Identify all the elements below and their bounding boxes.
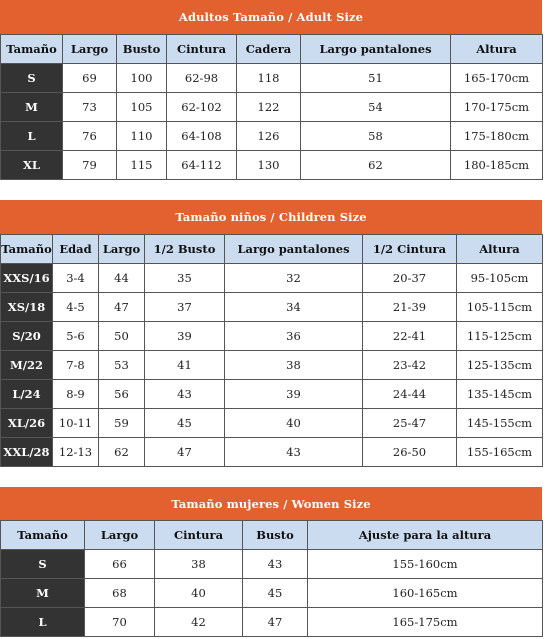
table-cell: 54 — [301, 93, 451, 122]
table-cell: 42 — [155, 608, 243, 637]
table-cell: 100 — [117, 64, 167, 93]
column-header: Busto — [117, 35, 167, 64]
column-header: Tamaño — [1, 235, 53, 264]
table-cell: 44 — [99, 264, 145, 293]
column-header: 1/2 Cintura — [363, 235, 457, 264]
table-row — [1, 550, 543, 579]
women-size-table — [0, 520, 543, 637]
table-cell: 69 — [63, 64, 117, 93]
table-cell: 40 — [225, 409, 363, 438]
table-cell: 115 — [117, 151, 167, 180]
column-header: Cadera — [237, 35, 301, 64]
size-cell: L — [1, 608, 85, 637]
table-cell: 32 — [225, 264, 363, 293]
column-header: Cintura — [155, 521, 243, 550]
table-cell: 38 — [225, 351, 363, 380]
table-cell: 115-125cm — [457, 322, 543, 351]
table-cell: 43 — [145, 380, 225, 409]
table-cell: 58 — [301, 122, 451, 151]
table-cell: 76 — [63, 122, 117, 151]
table-cell: 47 — [99, 293, 145, 322]
table-cell: 126 — [237, 122, 301, 151]
table-cell: 130 — [237, 151, 301, 180]
table-cell: 8-9 — [53, 380, 99, 409]
column-header: Largo — [85, 521, 155, 550]
column-header: Tamaño — [1, 35, 63, 64]
table-cell: 118 — [237, 64, 301, 93]
table-cell: 36 — [225, 322, 363, 351]
size-cell: M/22 — [1, 351, 53, 380]
column-header: Altura — [451, 35, 543, 64]
table-cell: 45 — [145, 409, 225, 438]
table-cell: 62-102 — [167, 93, 237, 122]
table-cell: 62 — [301, 151, 451, 180]
table-cell: 165-175cm — [308, 608, 543, 637]
size-cell: XL — [1, 151, 63, 180]
table-header-row — [1, 235, 543, 264]
table-cell: 160-165cm — [308, 579, 543, 608]
table-cell: 70 — [85, 608, 155, 637]
table-row — [1, 151, 543, 180]
column-header: Altura — [457, 235, 543, 264]
size-cell: S — [1, 550, 85, 579]
table-cell: 47 — [145, 438, 225, 467]
table-cell: 41 — [145, 351, 225, 380]
table-cell: 175-180cm — [451, 122, 543, 151]
size-cell: S — [1, 64, 63, 93]
table-row — [1, 293, 543, 322]
table-cell: 155-160cm — [308, 550, 543, 579]
column-header: 1/2 Busto — [145, 235, 225, 264]
column-header: Busto — [243, 521, 308, 550]
table-cell: 125-135cm — [457, 351, 543, 380]
table-cell: 12-13 — [53, 438, 99, 467]
table-row — [1, 579, 543, 608]
women-size-section — [0, 487, 542, 637]
size-cell: M — [1, 93, 63, 122]
table-cell: 47 — [243, 608, 308, 637]
table-cell: 64-112 — [167, 151, 237, 180]
column-header: Cintura — [167, 35, 237, 64]
table-cell: 145-155cm — [457, 409, 543, 438]
table-cell: 105-115cm — [457, 293, 543, 322]
size-cell: S/20 — [1, 322, 53, 351]
size-cell: XL/26 — [1, 409, 53, 438]
table-cell: 43 — [243, 550, 308, 579]
table-cell: 40 — [155, 579, 243, 608]
column-header: Largo pantalones — [301, 35, 451, 64]
table-cell: 95-105cm — [457, 264, 543, 293]
column-header: Ajuste para la altura — [308, 521, 543, 550]
table-cell: 56 — [99, 380, 145, 409]
table-row — [1, 122, 543, 151]
table-cell: 73 — [63, 93, 117, 122]
table-cell: 68 — [85, 579, 155, 608]
table-cell: 51 — [301, 64, 451, 93]
table-cell: 43 — [225, 438, 363, 467]
table-cell: 23-42 — [363, 351, 457, 380]
size-cell: XXL/28 — [1, 438, 53, 467]
table-cell: 122 — [237, 93, 301, 122]
table-cell: 10-11 — [53, 409, 99, 438]
column-header: Largo pantalones — [225, 235, 363, 264]
table-row — [1, 380, 543, 409]
table-row — [1, 322, 543, 351]
size-cell: XS/18 — [1, 293, 53, 322]
table-cell: 45 — [243, 579, 308, 608]
table-cell: 170-175cm — [451, 93, 543, 122]
table-cell: 64-108 — [167, 122, 237, 151]
table-cell: 37 — [145, 293, 225, 322]
table-cell: 62-98 — [167, 64, 237, 93]
table-cell: 38 — [155, 550, 243, 579]
table-header-row — [1, 521, 543, 550]
table-cell: 66 — [85, 550, 155, 579]
column-header: Tamaño — [1, 521, 85, 550]
table-row — [1, 409, 543, 438]
table-row — [1, 64, 543, 93]
table-cell: 25-47 — [363, 409, 457, 438]
table-cell: 5-6 — [53, 322, 99, 351]
table-row — [1, 93, 543, 122]
size-cell: L/24 — [1, 380, 53, 409]
column-header: Largo — [99, 235, 145, 264]
size-cell: M — [1, 579, 85, 608]
table-cell: 110 — [117, 122, 167, 151]
table-cell: 50 — [99, 322, 145, 351]
table-cell: 22-41 — [363, 322, 457, 351]
column-header: Edad — [53, 235, 99, 264]
table-row — [1, 438, 543, 467]
children-size-section — [0, 200, 542, 467]
column-header: Largo — [63, 35, 117, 64]
adult-size-section — [0, 0, 542, 180]
table-cell: 26-50 — [363, 438, 457, 467]
table-cell: 155-165cm — [457, 438, 543, 467]
women-size-title: Tamaño mujeres / Women Size — [0, 487, 542, 520]
table-cell: 165-170cm — [451, 64, 543, 93]
table-cell: 105 — [117, 93, 167, 122]
children-size-title: Tamaño niños / Children Size — [0, 200, 542, 234]
table-cell: 4-5 — [53, 293, 99, 322]
adult-size-table — [0, 34, 543, 180]
table-cell: 79 — [63, 151, 117, 180]
table-row — [1, 351, 543, 380]
table-row — [1, 264, 543, 293]
table-cell: 34 — [225, 293, 363, 322]
table-cell: 24-44 — [363, 380, 457, 409]
size-cell: XXS/16 — [1, 264, 53, 293]
table-cell: 135-145cm — [457, 380, 543, 409]
adult-size-title: Adultos Tamaño / Adult Size — [0, 0, 542, 34]
table-cell: 35 — [145, 264, 225, 293]
table-cell: 7-8 — [53, 351, 99, 380]
table-cell: 39 — [225, 380, 363, 409]
children-size-table — [0, 234, 543, 467]
size-cell: L — [1, 122, 63, 151]
table-cell: 59 — [99, 409, 145, 438]
table-cell: 62 — [99, 438, 145, 467]
table-row — [1, 608, 543, 637]
table-cell: 180-185cm — [451, 151, 543, 180]
table-cell: 39 — [145, 322, 225, 351]
table-header-row — [1, 35, 543, 64]
table-cell: 20-37 — [363, 264, 457, 293]
table-cell: 53 — [99, 351, 145, 380]
table-cell: 3-4 — [53, 264, 99, 293]
table-cell: 21-39 — [363, 293, 457, 322]
